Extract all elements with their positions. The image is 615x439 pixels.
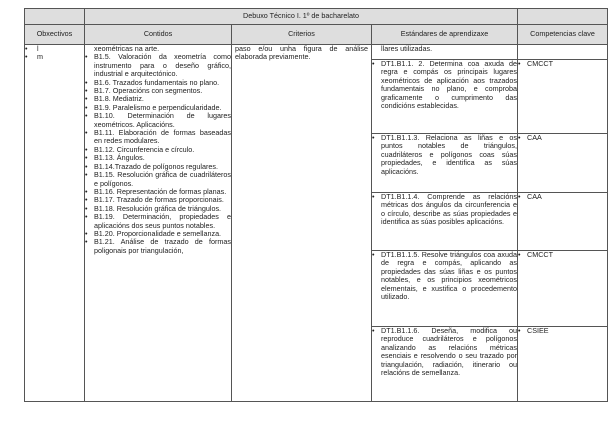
estandar-continuation: llares utilizadas. [381,44,433,53]
criterios-cell [232,45,372,402]
competencia-cell [518,45,608,60]
estandar-cell [372,327,518,402]
contido-item: • B1.9. Paralelismo e perpendicularidade. [85,104,231,112]
estandar-item: • DT1.B1.1.5. Resolve triángulos coa axuda de regra e compás, aplicando as propiedades das súas liñas e os puntos notables, e os principios xeométricos elementais, e xustifica o procedemento utilizado. [372,251,517,301]
column-header-obxectivos: Obxectivos [25,25,85,45]
contido-item: • B1.15. Resolución gráfica de cuadriláteros e polígonos. [85,171,231,188]
competencia-cell [518,134,608,193]
column-header-contidos: Contidos [85,25,232,45]
column-header-criterios: Criterios [232,25,372,45]
competencia-item: • CSIEE [518,327,607,335]
competencia-cell [518,251,608,327]
competencia-cell [518,327,608,402]
estandar-cell [372,134,518,193]
competencia-item: • CMCCT [518,60,607,68]
table-row [25,45,608,60]
column-header-estandares: Estándares de aprendizaxe [372,25,518,45]
contido-continuation: xeométricas na arte. [94,44,160,53]
estandar-item: • DT1.B1.1. 2. Determina coa axuda de regra e compás os principais lugares xeométricos de aplicación aos trazados fundamentais no plano, e comproba graficamente o cumprimento das condicións establecidas. [372,60,517,110]
contido-item: • B1.14.Trazado de polígonos regulares. [85,163,231,171]
competencia-item: • CAA [518,134,607,142]
contido-item: • B1.13. Ángulos. [85,154,231,162]
contidos-cell [85,45,232,402]
contido-item: • B1.17. Trazado de formas proporcionais. [85,196,231,204]
criterio-text: paso e/ou unha figura de análise elaborada previamente. [235,44,368,62]
column-header-competencias: Competencias clave [518,25,608,45]
obxectivos-cell [25,45,85,402]
competencia-cell [518,193,608,251]
contido-item: • B1.19. Determinación, propiedades e aplicacións dos seus puntos notables. [85,213,231,230]
contido-item: • B1.11. Elaboración de formas baseadas en redes modulares. [85,129,231,146]
competencia-item: • CMCCT [518,251,607,259]
contido-item: • B1.16. Representación de formas planas. [85,188,231,196]
table-corner-cell [25,9,85,25]
table-title: Debuxo Técnico I. 1º de bacharelato [85,9,518,25]
curriculum-table [24,8,608,402]
estandar-cell [372,60,518,134]
table-corner-cell [518,9,608,25]
contido-item: • B1.21. Análise de trazado de formas poligonais por triangulación, [85,238,231,255]
estandar-cell [372,45,518,60]
contido-item: • B1.6. Trazados fundamentais no plano. [85,79,231,87]
obxectivos-list [25,45,84,62]
obxectivo-item: • l [25,45,84,53]
contido-item: • B1.10. Determinación de lugares xeométricos. Aplicacións. [85,112,231,129]
contido-item: • B1.20. Proporcionalidade e semellanza. [85,230,231,238]
contido-item: • B1.8. Mediatriz. [85,95,231,103]
estandar-cell [372,193,518,251]
contido-item: • B1.12. Circunferencia e círculo. [85,146,231,154]
competencia-cell [518,60,608,134]
competencia-item: • CAA [518,193,607,201]
contido-item: • B1.18. Resolución gráfica de triángulos. [85,205,231,213]
obxectivo-item: • m [25,53,84,61]
contido-item: • B1.5. Valoración da xeometría como instrumento para o deseño gráfico, industrial e arquitectónico. [85,53,231,78]
contido-item: • B1.7. Operacións con segmentos. [85,87,231,95]
estandar-item: • DT1.B1.1.6. Deseña, modifica ou reproduce cuadriláteros e polígonos analizando as relacións métricas esenciais e resolvendo o seu trazado por triangulación, radiación, itinerario ou relacións de semellanza. [372,327,517,377]
estandar-item: • DT1.B1.1.4. Comprende as relacións métricas dos ángulos da circunferencia e o círculo, describe as súas propiedades e identifica as súas posibles aplicacións. [372,193,517,227]
estandar-item: • DT1.B1.1.3. Relaciona as liñas e os puntos notables de triángulos, cuadriláteros e polígonos coas súas propiedades, e identifica as súas aplicacións. [372,134,517,176]
estandar-cell [372,251,518,327]
contidos-list [85,53,231,255]
